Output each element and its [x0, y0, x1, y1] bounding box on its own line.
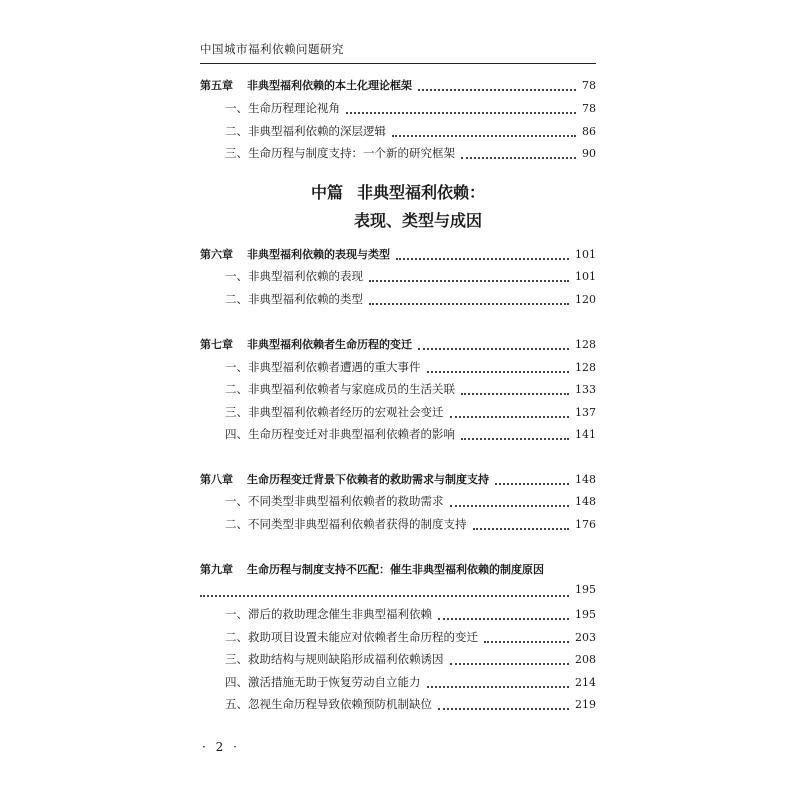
toc-section[interactable] [200, 291, 596, 309]
page-number: 208 [575, 653, 596, 666]
dot-leader [473, 527, 570, 530]
chapter-title: 生命历程与制度支持不匹配：催生非典型福利依赖的制度原因 [247, 563, 544, 576]
dot-leader [438, 617, 569, 620]
toc-section[interactable] [200, 629, 596, 647]
toc-section[interactable] [200, 651, 596, 669]
toc-section[interactable] [200, 606, 596, 624]
dot-leader [200, 594, 569, 597]
page-number: 141 [575, 428, 596, 441]
part-number: 中篇 [310, 183, 343, 202]
section-title: 三、生命历程与制度支持：一个新的研究框架 [225, 146, 455, 160]
section-title: 一、滞后的救助理念催生非典型福利依赖 [225, 607, 432, 621]
page-number: 101 [575, 270, 596, 283]
chapter-title: 非典型福利依赖者生命历程的变迁 [247, 338, 412, 351]
toc-chapter-9-page-line[interactable] [200, 583, 596, 601]
dot-leader [418, 88, 576, 91]
running-header: 中国城市福利依赖问题研究 [200, 42, 344, 56]
page-number: 137 [575, 406, 596, 419]
toc-section[interactable] [200, 674, 596, 692]
page-number: 176 [575, 518, 596, 531]
dot-leader [450, 662, 570, 665]
chapter-title: 非典型福利依赖的表现与类型 [247, 248, 390, 261]
toc-section[interactable] [200, 123, 596, 141]
section-title: 一、非典型福利依赖的表现 [225, 269, 363, 283]
chapter-number: 第五章 [200, 79, 233, 92]
section-title: 三、救助结构与规则缺陷形成福利依赖诱因 [225, 652, 444, 666]
toc-section[interactable] [200, 426, 596, 444]
section-title: 二、非典型福利依赖的深层逻辑 [225, 124, 386, 138]
chapter-title: 非典型福利依赖的本土化理论框架 [247, 79, 412, 92]
page-number: 148 [575, 495, 596, 508]
page-number: 128 [575, 338, 596, 351]
header-rule [200, 63, 596, 64]
toc-chapter-8[interactable] [200, 471, 596, 489]
dot-leader [461, 156, 576, 159]
page-number: 195 [575, 608, 596, 621]
page-number: 219 [575, 698, 596, 711]
section-title: 二、非典型福利依赖者与家庭成员的生活关联 [225, 382, 455, 396]
dot-leader [438, 707, 569, 710]
dot-leader [461, 392, 569, 395]
section-title: 四、生命历程变迁对非典型福利依赖者的影响 [225, 427, 455, 441]
dot-leader [484, 640, 569, 643]
toc-section[interactable] [200, 145, 596, 163]
chapter-title: 生命历程变迁背景下依赖者的救助需求与制度支持 [247, 473, 489, 486]
dot-leader [369, 302, 569, 305]
toc-section[interactable] [200, 493, 596, 511]
chapter-number: 第八章 [200, 473, 233, 486]
section-title: 五、忽视生命历程导致依赖预防机制缺位 [225, 697, 432, 711]
dot-leader [346, 111, 576, 114]
section-title: 二、救助项目设置未能应对依赖者生命历程的变迁 [225, 630, 478, 644]
section-title: 一、非典型福利依赖者遭遇的重大事件 [225, 360, 421, 374]
dot-leader [450, 504, 570, 507]
dot-leader [369, 279, 569, 282]
section-title: 一、不同类型非典型福利依赖者的救助需求 [225, 494, 444, 508]
section-title: 二、非典型福利依赖的类型 [225, 292, 363, 306]
toc-chapter-5[interactable] [200, 77, 596, 95]
toc-section[interactable] [200, 516, 596, 534]
page-number: 148 [575, 473, 596, 486]
toc-section[interactable] [200, 268, 596, 286]
chapter-number: 第九章 [200, 563, 233, 576]
chapter-number: 第六章 [200, 248, 233, 261]
toc-section[interactable] [200, 404, 596, 422]
page-number: 86 [582, 125, 596, 138]
section-title: 二、不同类型非典型福利依赖者获得的制度支持 [225, 517, 467, 531]
page-number: 128 [575, 361, 596, 374]
page-number: 78 [582, 102, 596, 115]
dot-leader [427, 370, 570, 373]
part-title-line1: 非典型福利依赖： [357, 183, 486, 202]
page-number: 101 [575, 248, 596, 261]
dot-leader [396, 257, 569, 260]
toc-section[interactable] [200, 696, 596, 714]
section-title: 三、非典型福利依赖者经历的宏观社会变迁 [225, 405, 444, 419]
page-number: 214 [575, 676, 596, 689]
toc-section[interactable] [200, 100, 596, 118]
page-number: 203 [575, 631, 596, 644]
dot-leader [495, 482, 569, 485]
dot-leader [427, 685, 570, 688]
page-number: 133 [575, 383, 596, 396]
chapter-number: 第七章 [200, 338, 233, 351]
toc-section[interactable] [200, 381, 596, 399]
section-title: 一、生命历程理论视角 [225, 101, 340, 115]
dot-leader [461, 437, 569, 440]
dot-leader [392, 134, 576, 137]
toc-section[interactable] [200, 359, 596, 377]
part-subtitle: 表现、类型与成因 [353, 211, 482, 230]
toc-chapter-7[interactable] [200, 336, 596, 354]
toc-chapter-9[interactable] [200, 561, 596, 579]
page-number: 120 [575, 293, 596, 306]
page-number: 78 [582, 79, 596, 92]
page-number: 90 [582, 147, 596, 160]
part-title [200, 180, 596, 203]
section-title: 四、激活措施无助于恢复劳动自立能力 [225, 675, 421, 689]
page-marker: · 2 · [202, 740, 240, 754]
dot-leader [450, 415, 570, 418]
page-number: 195 [575, 583, 596, 596]
dot-leader [418, 347, 569, 350]
toc-chapter-6[interactable] [200, 246, 596, 264]
